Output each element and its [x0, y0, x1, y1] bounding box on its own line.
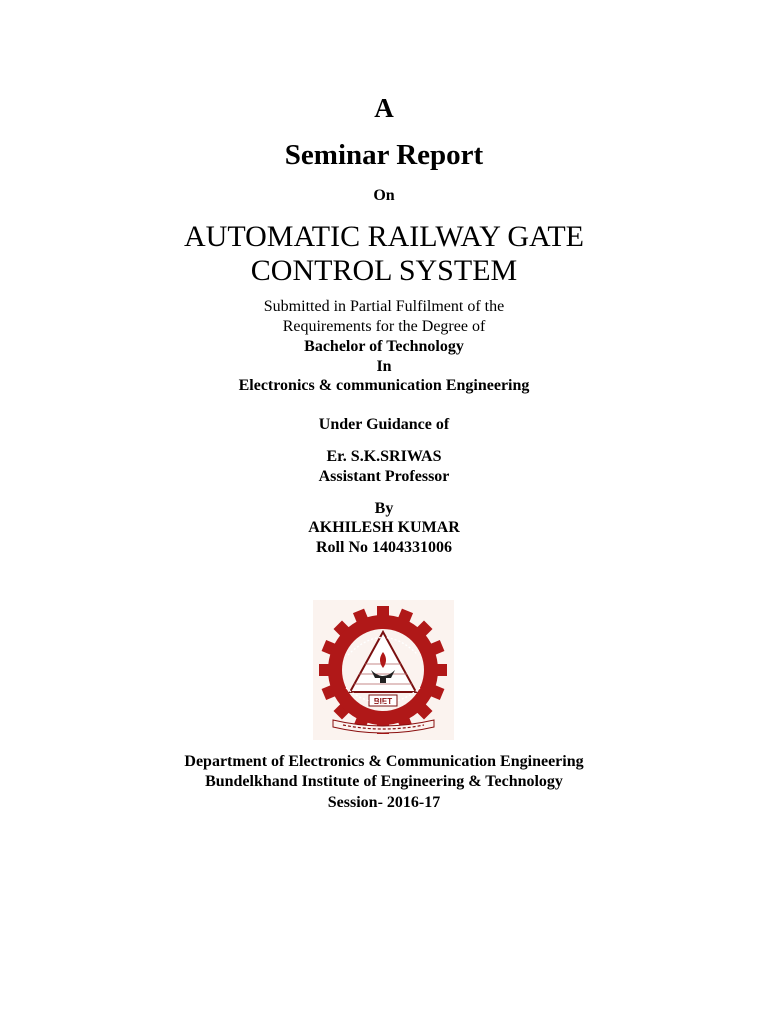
submitted-line-1: Submitted in Partial Fulfilment of the: [263, 298, 505, 315]
cover-article: A: [374, 93, 394, 123]
report-title-line-1: AUTOMATIC RAILWAY GATE: [184, 220, 584, 253]
institute-logo: [313, 600, 454, 740]
roll-number: Roll No 1404331006: [316, 539, 452, 556]
on-label: On: [373, 187, 395, 204]
institute-name: Bundelkhand Institute of Engineering & Technology: [205, 773, 563, 790]
submitted-line-2: Requirements for the Degree of: [282, 318, 486, 335]
author-name: AKHILESH KUMAR: [308, 519, 460, 536]
branch-name: Electronics & communication Engineering: [238, 377, 530, 394]
degree-name: Bachelor of Technology: [304, 338, 464, 355]
session-label: Session- 2016-17: [327, 794, 441, 811]
report-title-line-2: CONTROL SYSTEM: [250, 254, 518, 287]
guide-name: Er. S.K.SRIWAS: [326, 448, 442, 465]
by-label: By: [374, 500, 394, 517]
logo-abbreviation: BIET: [373, 697, 393, 706]
department-name: Department of Electronics & Communication Engineering: [184, 753, 584, 770]
guide-designation: Assistant Professor: [318, 468, 450, 485]
guidance-label: Under Guidance of: [318, 416, 450, 433]
report-type: Seminar Report: [284, 139, 484, 171]
in-label: In: [376, 358, 392, 375]
